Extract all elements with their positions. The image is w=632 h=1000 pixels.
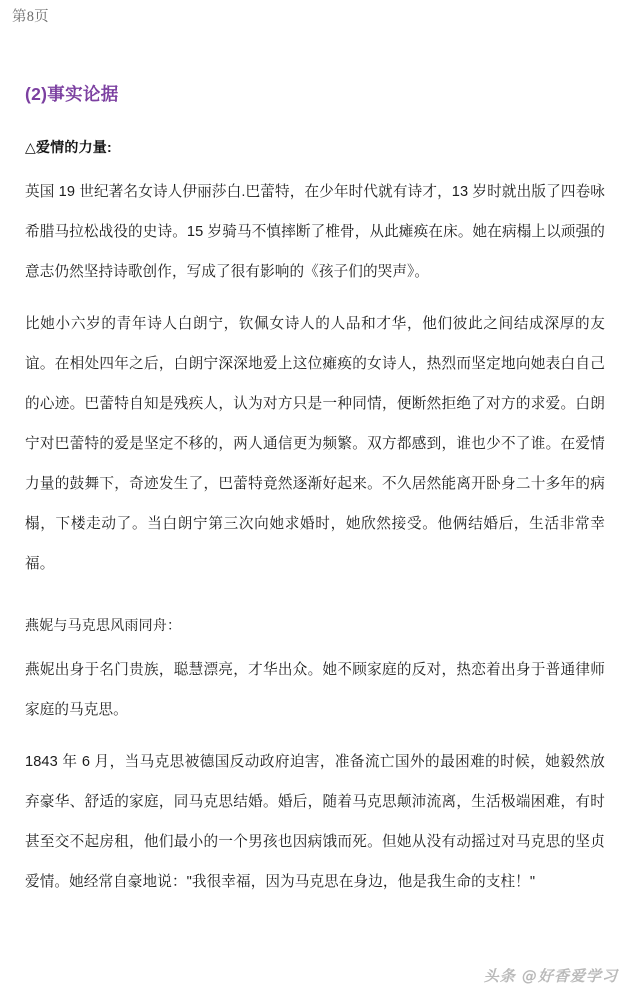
- paragraph-jenny-background: 燕妮出身于名门贵族，聪慧漂亮，才华出众。她不顾家庭的反对，热恋着出身于普通律师家庭的马克思。: [25, 661, 605, 718]
- paragraph-browning-romance: 比她小六岁的青年诗人白朗宁，钦佩女诗人的人品和才华，他们彼此之间结成深厚的友谊。在相处四年之后，白朗宁深深地爱上这位瘫痪的女诗人，热烈而坚定地向她表白自己的心迹。巴蕾特自知是残疾人，认为对方只是一种同情，便断然拒绝了对方的求爱。白朗宁对巴蕾特的爱是坚定不移的，两人通信更为频繁。双方都感到，谁也少不了谁。在爱情力量的鼓舞下，奇迹发生了，巴蕾特竟然逐渐好起来。不久居然能离开卧身二十多年的病榻，下楼走动了。当白朗宁第三次向她求婚时，她欣然接受。他俩结婚后，生活非常幸福。: [25, 315, 605, 572]
- page-number-header: 第8页: [12, 9, 49, 25]
- document-body: [25, 60, 605, 902]
- subheading-jenny-marx: 燕妮与马克思风雨同舟：: [25, 616, 182, 633]
- paragraph-marx-hardship: 1843 年 6 月，当马克思被德国反动政府迫害，准备流亡国外的最困难的时候，她毅然放弃豪华、舒适的家庭，同马克思结婚。婚后，随着马克思颠沛流离，生活极端困难，有时甚至交不起房租，他们最小的一个男孩也因病饿而死。但她从没有动摇过对马克思的坚贞爱情。她经常自豪地说："我很幸福，因为马克思在身边，他是我生命的支柱！": [25, 753, 605, 890]
- section-heading: (2)事实论据: [25, 84, 119, 104]
- paragraph-elizabeth-barrett: 英国 19 世纪著名女诗人伊丽莎白.巴蕾特，在少年时代就有诗才，13 岁时就出版了四卷咏希腊马拉松战役的史诗。15 岁骑马不慎摔断了椎骨，从此瘫痪在床。她在病榻上以顽强的意志仍然坚持诗歌创作，写成了很有影响的《孩子们的哭声》。: [25, 183, 605, 280]
- watermark: 头条 @好香爱学习: [483, 967, 618, 985]
- subheading-love-power: △爱情的力量:: [25, 138, 112, 155]
